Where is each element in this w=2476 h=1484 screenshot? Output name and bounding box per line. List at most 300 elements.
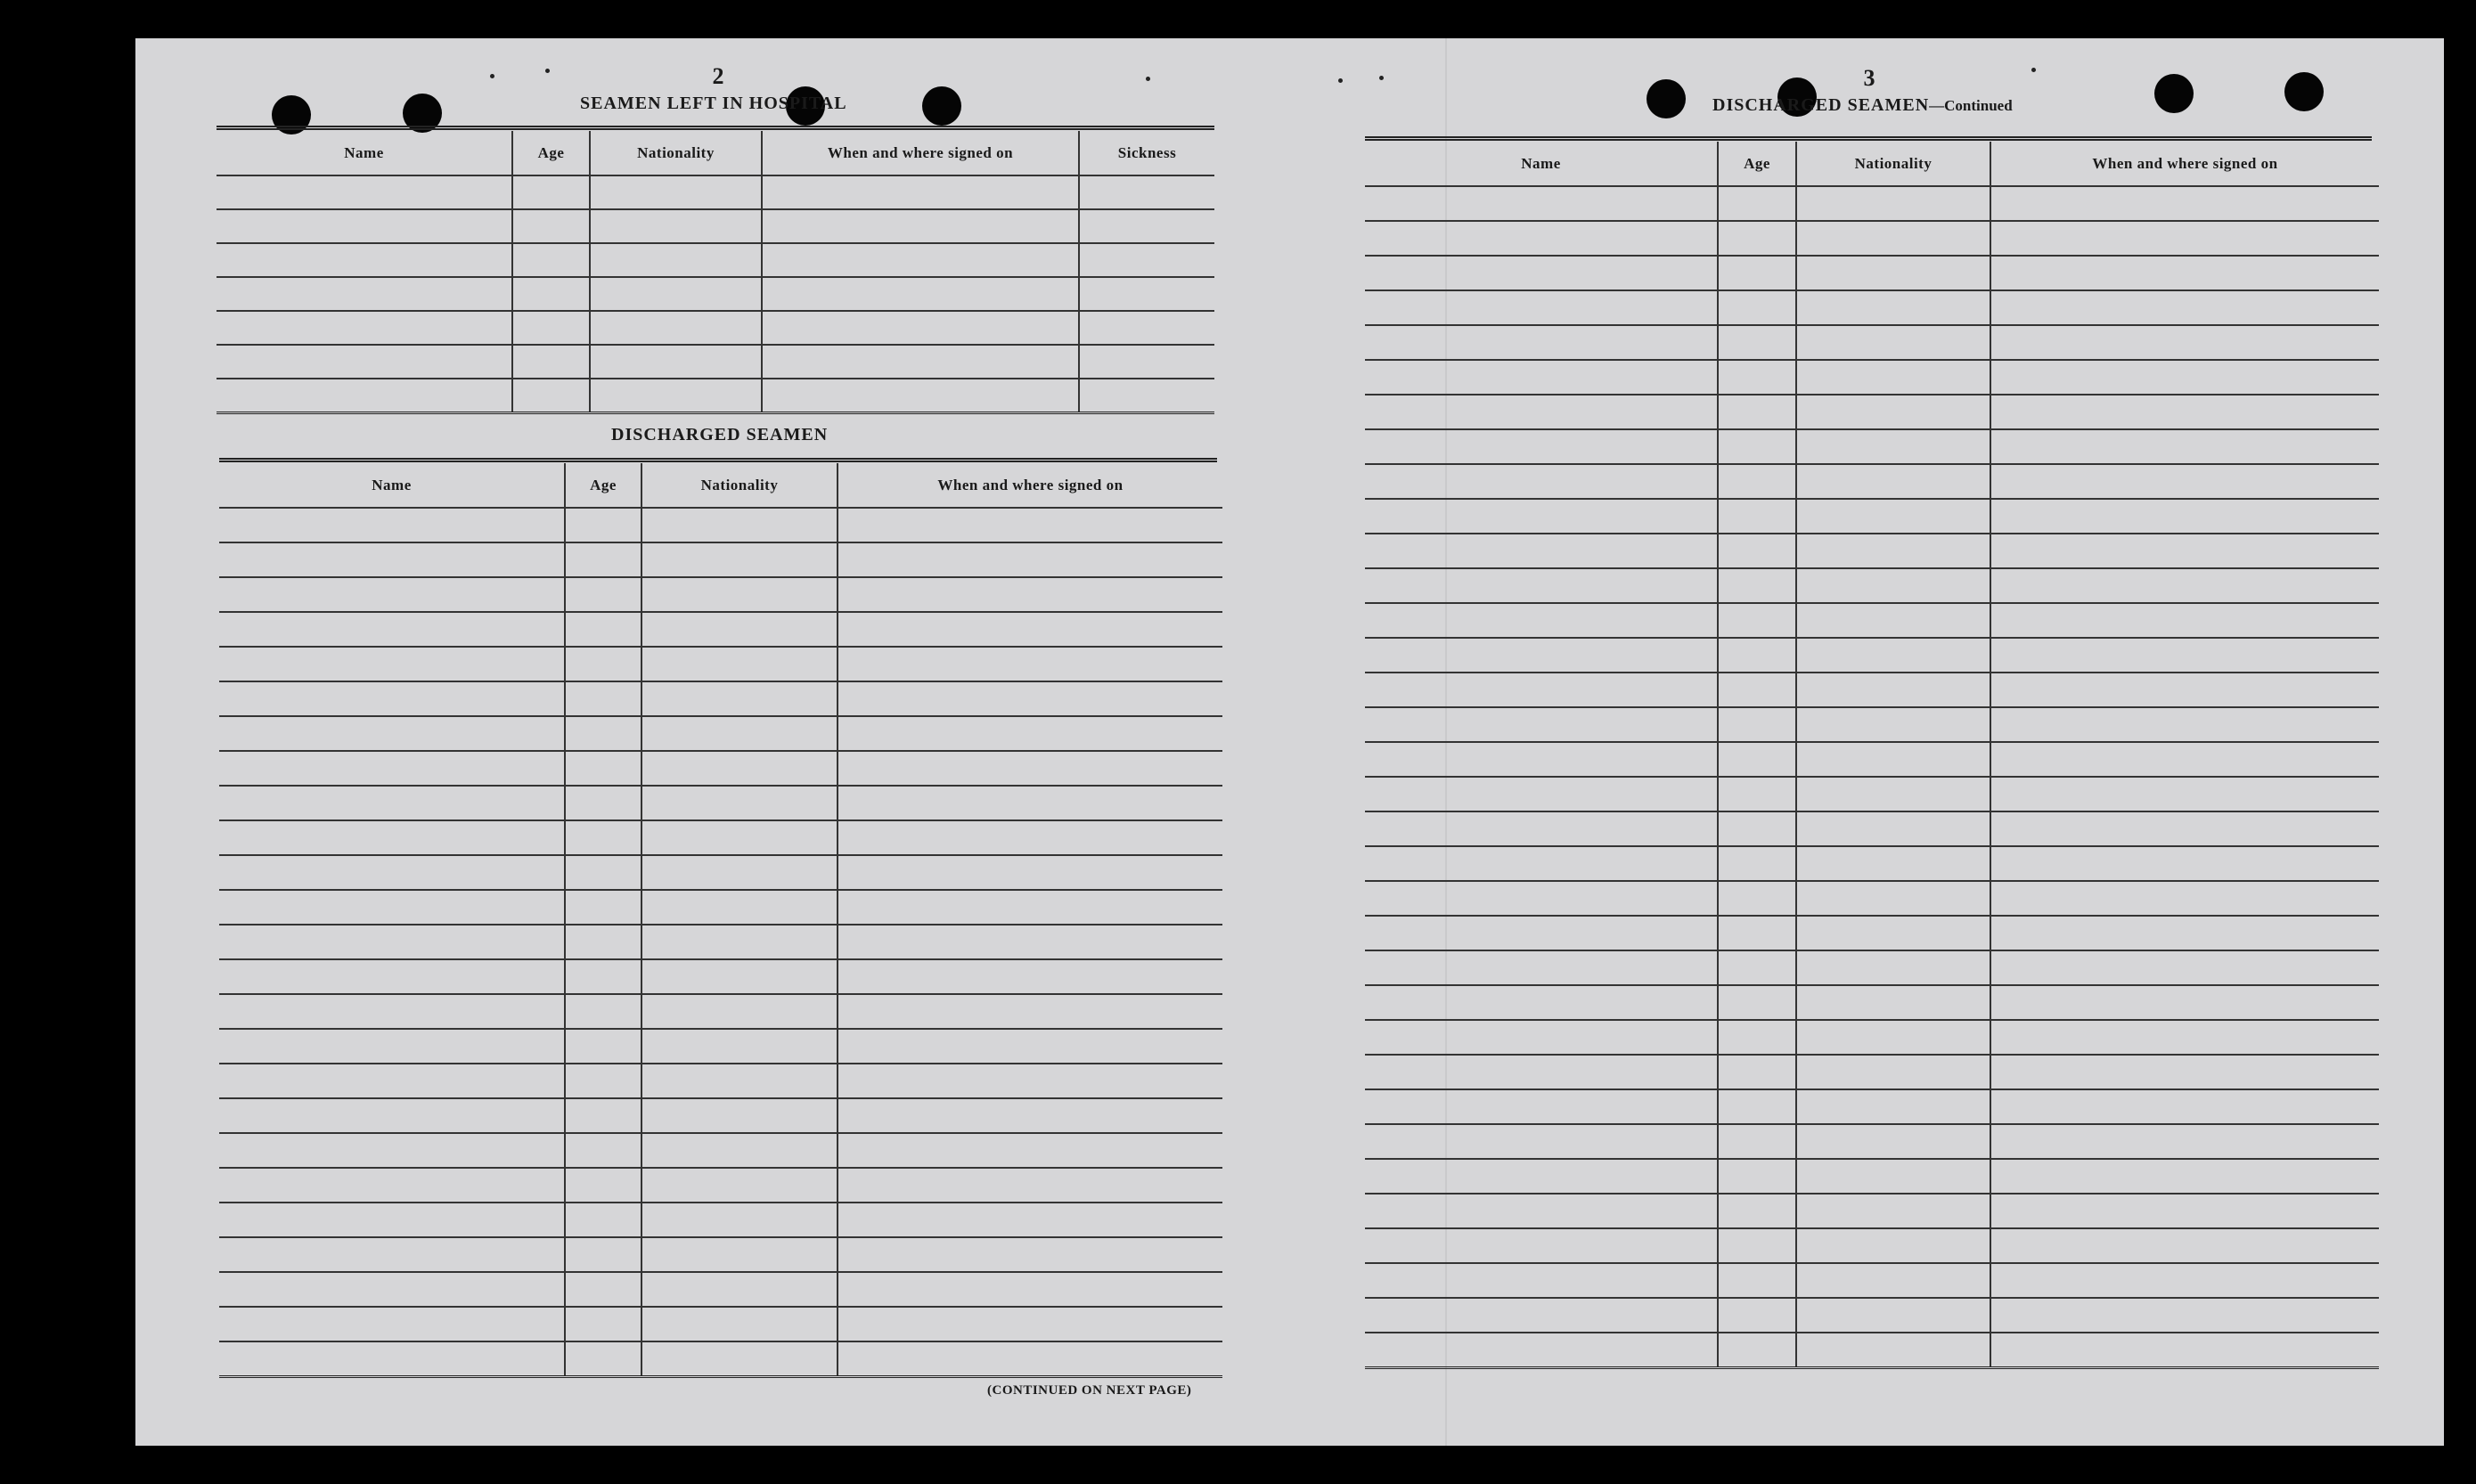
blank-cell [1990, 395, 2379, 429]
blank-cell [219, 716, 565, 751]
table-row [219, 1203, 1222, 1237]
blank-cell [1079, 175, 1214, 209]
blank-cell [512, 243, 590, 277]
blank-cell [219, 1272, 565, 1307]
blank-cell [219, 1203, 565, 1237]
blank-cell [1718, 1333, 1796, 1367]
table-row [1365, 395, 2379, 429]
table-row [219, 1237, 1222, 1272]
blank-cell [838, 612, 1222, 647]
blank-cell [838, 1237, 1222, 1272]
table-row [1365, 290, 2379, 325]
blank-cell [1796, 568, 1990, 603]
table-row [1365, 1124, 2379, 1159]
blank-cell [565, 751, 641, 786]
blank-cell [641, 508, 838, 542]
blank-cell [1796, 673, 1990, 707]
col-header-name: Name [217, 131, 512, 175]
blank-cell [512, 175, 590, 209]
blank-cell [1990, 1333, 2379, 1367]
blank-cell [641, 994, 838, 1029]
blank-cell [838, 1203, 1222, 1237]
blank-cell [1990, 638, 2379, 673]
table-row [1365, 811, 2379, 846]
table-row [217, 277, 1214, 311]
blank-cell [219, 1098, 565, 1133]
blank-cell [1796, 916, 1990, 950]
table-row [1365, 950, 2379, 985]
table-row [1365, 1228, 2379, 1263]
blank-cell [641, 716, 838, 751]
table-row [1365, 1298, 2379, 1333]
table-row [1365, 742, 2379, 777]
blank-cell [1718, 707, 1796, 742]
table-row [1365, 1020, 2379, 1055]
blank-cell [1365, 464, 1718, 499]
blank-cell [1718, 1159, 1796, 1194]
table-row [1365, 325, 2379, 360]
blank-cell [641, 820, 838, 855]
blank-cell [762, 311, 1079, 345]
blank-cell [565, 925, 641, 959]
blank-cell [219, 647, 565, 681]
blank-cell [565, 1064, 641, 1098]
blank-cell [1718, 1124, 1796, 1159]
blank-cell [838, 1098, 1222, 1133]
blank-cell [565, 1133, 641, 1168]
table-row [1365, 777, 2379, 811]
blank-cell [219, 751, 565, 786]
blank-cell [1365, 290, 1718, 325]
scan-speck [1379, 76, 1384, 80]
table-row [1365, 638, 2379, 673]
punch-hole [2284, 72, 2324, 111]
table-row [217, 243, 1214, 277]
blank-cell [565, 716, 641, 751]
blank-cell [1796, 1228, 1990, 1263]
col-header-age: Age [512, 131, 590, 175]
blank-cell [1365, 499, 1718, 534]
blank-cell [217, 277, 512, 311]
blank-cell [1796, 638, 1990, 673]
blank-cell [219, 1064, 565, 1098]
blank-cell [641, 542, 838, 577]
blank-cell [1796, 221, 1990, 256]
blank-cell [565, 508, 641, 542]
blank-cell [1796, 464, 1990, 499]
blank-cell [219, 786, 565, 820]
blank-cell [1718, 846, 1796, 881]
blank-cell [838, 1133, 1222, 1168]
col-header-signed-on: When and where signed on [1990, 142, 2379, 186]
table-row [219, 542, 1222, 577]
hospital-table [217, 131, 1214, 414]
blank-cell [838, 925, 1222, 959]
col-header-name: Name [219, 463, 565, 508]
blank-cell [1990, 568, 2379, 603]
blank-cell [1365, 742, 1718, 777]
scanned-document [135, 38, 2444, 1446]
title-suffix: —Continued [1929, 97, 2013, 114]
blank-cell [512, 345, 590, 379]
table-row [1365, 429, 2379, 464]
col-header-signed-on: When and where signed on [838, 463, 1222, 508]
col-header-age: Age [565, 463, 641, 508]
blank-cell [1365, 985, 1718, 1020]
col-header-age: Age [1718, 142, 1796, 186]
scan-speck [1146, 77, 1150, 81]
blank-cell [1796, 846, 1990, 881]
blank-cell [1796, 534, 1990, 568]
blank-cell [1718, 221, 1796, 256]
blank-cell [838, 1307, 1222, 1341]
blank-cell [1365, 186, 1718, 221]
table-row [219, 716, 1222, 751]
discharged-table-left [219, 463, 1222, 1378]
table-row [1365, 1194, 2379, 1228]
blank-cell [219, 542, 565, 577]
blank-cell [565, 1098, 641, 1133]
table-row [1365, 985, 2379, 1020]
blank-cell [512, 311, 590, 345]
blank-cell [1718, 325, 1796, 360]
blank-cell [565, 647, 641, 681]
continued-table-top-rule [1365, 136, 2372, 141]
discharged-continued-title [1712, 95, 2013, 116]
punch-hole [1647, 79, 1686, 118]
table-row [219, 508, 1222, 542]
blank-cell [1365, 638, 1718, 673]
table-row [219, 1098, 1222, 1133]
blank-cell [838, 716, 1222, 751]
blank-cell [1718, 256, 1796, 290]
blank-cell [1990, 325, 2379, 360]
table-row [219, 959, 1222, 994]
col-header-nationality: Nationality [641, 463, 838, 508]
blank-cell [1718, 464, 1796, 499]
blank-cell [1365, 1194, 1718, 1228]
blank-cell [1796, 290, 1990, 325]
table-row [217, 379, 1214, 412]
blank-cell [838, 751, 1222, 786]
blank-cell [219, 1341, 565, 1376]
blank-cell [565, 1341, 641, 1376]
blank-cell [838, 577, 1222, 612]
blank-cell [1796, 707, 1990, 742]
blank-cell [762, 243, 1079, 277]
blank-cell [565, 820, 641, 855]
blank-cell [1990, 499, 2379, 534]
discharged-section-title: DISCHARGED SEAMEN [611, 425, 829, 444]
blank-cell [1990, 1089, 2379, 1124]
blank-cell [641, 647, 838, 681]
table-row [1365, 499, 2379, 534]
scan-speck [2031, 68, 2036, 72]
blank-cell [838, 647, 1222, 681]
blank-cell [1796, 950, 1990, 985]
blank-cell [565, 1203, 641, 1237]
table-row [219, 681, 1222, 716]
blank-cell [219, 1133, 565, 1168]
blank-cell [565, 577, 641, 612]
blank-cell [641, 959, 838, 994]
blank-cell [1990, 221, 2379, 256]
blank-cell [641, 925, 838, 959]
blank-cell [1079, 243, 1214, 277]
blank-cell [1796, 985, 1990, 1020]
blank-cell [641, 612, 838, 647]
blank-cell [1718, 499, 1796, 534]
blank-cell [1365, 1055, 1718, 1089]
blank-cell [641, 1203, 838, 1237]
blank-cell [1365, 777, 1718, 811]
table-row [1365, 1333, 2379, 1367]
blank-cell [1990, 1124, 2379, 1159]
table-row [219, 647, 1222, 681]
blank-cell [641, 1133, 838, 1168]
blank-cell [219, 994, 565, 1029]
blank-cell [219, 508, 565, 542]
blank-cell [590, 311, 762, 345]
blank-cell [1796, 1263, 1990, 1298]
table-row [1365, 673, 2379, 707]
blank-cell [641, 855, 838, 890]
blank-cell [512, 209, 590, 243]
table-row [217, 345, 1214, 379]
table-row [217, 209, 1214, 243]
blank-cell [1718, 1055, 1796, 1089]
blank-cell [217, 311, 512, 345]
blank-cell [1079, 209, 1214, 243]
hospital-table-top-rule [217, 126, 1214, 130]
blank-cell [219, 1029, 565, 1064]
table-row [1365, 1263, 2379, 1298]
blank-cell [1365, 1333, 1718, 1367]
blank-cell [1365, 1020, 1718, 1055]
blank-cell [1796, 1194, 1990, 1228]
blank-cell [1990, 985, 2379, 1020]
blank-cell [565, 1272, 641, 1307]
blank-cell [1079, 345, 1214, 379]
blank-cell [590, 277, 762, 311]
blank-cell [1990, 1263, 2379, 1298]
blank-cell [565, 1307, 641, 1341]
blank-cell [1365, 1124, 1718, 1159]
blank-cell [838, 681, 1222, 716]
blank-cell [641, 1064, 838, 1098]
blank-cell [1365, 360, 1718, 395]
blank-cell [1990, 429, 2379, 464]
blank-cell [1796, 881, 1990, 916]
blank-cell [1718, 881, 1796, 916]
blank-cell [1718, 1263, 1796, 1298]
blank-cell [1796, 325, 1990, 360]
table-row [219, 1307, 1222, 1341]
blank-cell [219, 612, 565, 647]
punch-hole [2154, 74, 2194, 113]
blank-cell [1796, 1333, 1990, 1367]
blank-cell [838, 890, 1222, 925]
title-main: DISCHARGED SEAMEN [1712, 95, 1930, 115]
blank-cell [1718, 360, 1796, 395]
blank-cell [219, 1168, 565, 1203]
blank-cell [219, 1307, 565, 1341]
blank-cell [1365, 325, 1718, 360]
blank-cell [219, 855, 565, 890]
blank-cell [565, 681, 641, 716]
table-row [219, 1133, 1222, 1168]
table-row [1365, 568, 2379, 603]
blank-cell [1796, 395, 1990, 429]
blank-cell [1990, 1298, 2379, 1333]
blank-cell [1990, 290, 2379, 325]
blank-cell [1796, 1159, 1990, 1194]
blank-cell [1365, 1263, 1718, 1298]
blank-cell [590, 379, 762, 412]
blank-cell [762, 345, 1079, 379]
blank-cell [1718, 673, 1796, 707]
blank-cell [1796, 742, 1990, 777]
page-number-3: 3 [1863, 65, 1875, 91]
discharged-table-top-rule [219, 458, 1217, 462]
blank-cell [1990, 811, 2379, 846]
table-row [219, 577, 1222, 612]
blank-cell [1718, 186, 1796, 221]
blank-cell [590, 175, 762, 209]
blank-cell [1990, 707, 2379, 742]
blank-cell [1718, 742, 1796, 777]
scan-speck [490, 74, 494, 78]
blank-cell [641, 1168, 838, 1203]
col-header-signed-on: When and where signed on [762, 131, 1079, 175]
table-row [219, 994, 1222, 1029]
blank-cell [590, 345, 762, 379]
blank-cell [1796, 499, 1990, 534]
blank-cell [1365, 395, 1718, 429]
blank-cell [838, 1029, 1222, 1064]
blank-cell [565, 1237, 641, 1272]
blank-cell [1796, 256, 1990, 290]
table-row [1365, 916, 2379, 950]
blank-cell [1365, 429, 1718, 464]
blank-cell [1718, 811, 1796, 846]
scan-speck [1338, 78, 1343, 83]
blank-cell [1365, 534, 1718, 568]
blank-cell [641, 1307, 838, 1341]
blank-cell [762, 175, 1079, 209]
blank-cell [565, 612, 641, 647]
table-row [1365, 846, 2379, 881]
blank-cell [1990, 256, 2379, 290]
blank-cell [1365, 1159, 1718, 1194]
blank-cell [565, 855, 641, 890]
blank-cell [1718, 429, 1796, 464]
blank-cell [219, 577, 565, 612]
blank-cell [1718, 1089, 1796, 1124]
hospital-section-title: SEAMEN LEFT IN HOSPITAL [580, 94, 847, 113]
blank-cell [1718, 1194, 1796, 1228]
blank-cell [1365, 707, 1718, 742]
blank-cell [1718, 985, 1796, 1020]
table-row [1365, 360, 2379, 395]
blank-cell [1365, 811, 1718, 846]
blank-cell [1796, 1089, 1990, 1124]
table-row [219, 1064, 1222, 1098]
blank-cell [1990, 916, 2379, 950]
blank-cell [1796, 429, 1990, 464]
blank-cell [1718, 1020, 1796, 1055]
blank-cell [641, 1098, 838, 1133]
blank-cell [1796, 603, 1990, 638]
blank-cell [1718, 1298, 1796, 1333]
col-header-name: Name [1365, 142, 1718, 186]
continued-note: (CONTINUED ON NEXT PAGE) [987, 1383, 1192, 1398]
blank-cell [217, 175, 512, 209]
table-row [219, 820, 1222, 855]
table-row [1365, 603, 2379, 638]
blank-cell [1718, 950, 1796, 985]
punch-hole [922, 86, 961, 126]
blank-cell [838, 994, 1222, 1029]
blank-cell [1990, 846, 2379, 881]
blank-cell [1990, 1055, 2379, 1089]
blank-cell [1990, 742, 2379, 777]
blank-cell [1990, 1020, 2379, 1055]
blank-cell [641, 1341, 838, 1376]
blank-cell [1796, 811, 1990, 846]
blank-cell [219, 681, 565, 716]
blank-cell [1365, 950, 1718, 985]
blank-cell [762, 277, 1079, 311]
table-row [1365, 1089, 2379, 1124]
blank-cell [838, 508, 1222, 542]
blank-cell [219, 925, 565, 959]
blank-cell [1796, 1055, 1990, 1089]
blank-cell [1365, 1298, 1718, 1333]
blank-cell [1365, 881, 1718, 916]
blank-cell [838, 820, 1222, 855]
blank-cell [565, 786, 641, 820]
blank-cell [1718, 916, 1796, 950]
table-row [219, 1168, 1222, 1203]
blank-cell [641, 890, 838, 925]
blank-cell [512, 379, 590, 412]
blank-cell [838, 855, 1222, 890]
table-row [1365, 221, 2379, 256]
blank-cell [219, 820, 565, 855]
blank-cell [641, 577, 838, 612]
blank-cell [565, 994, 641, 1029]
blank-cell [565, 1168, 641, 1203]
blank-cell [1796, 360, 1990, 395]
blank-cell [219, 1237, 565, 1272]
blank-cell [217, 345, 512, 379]
scan-speck [545, 69, 550, 73]
discharged-table-right [1365, 142, 2379, 1369]
blank-cell [1365, 1089, 1718, 1124]
blank-cell [1718, 1228, 1796, 1263]
table-row [219, 855, 1222, 890]
table-row [219, 751, 1222, 786]
blank-cell [1990, 360, 2379, 395]
table-row [217, 175, 1214, 209]
blank-cell [1718, 290, 1796, 325]
blank-cell [838, 959, 1222, 994]
blank-cell [1718, 638, 1796, 673]
blank-cell [1365, 568, 1718, 603]
blank-cell [1990, 534, 2379, 568]
blank-cell [217, 379, 512, 412]
